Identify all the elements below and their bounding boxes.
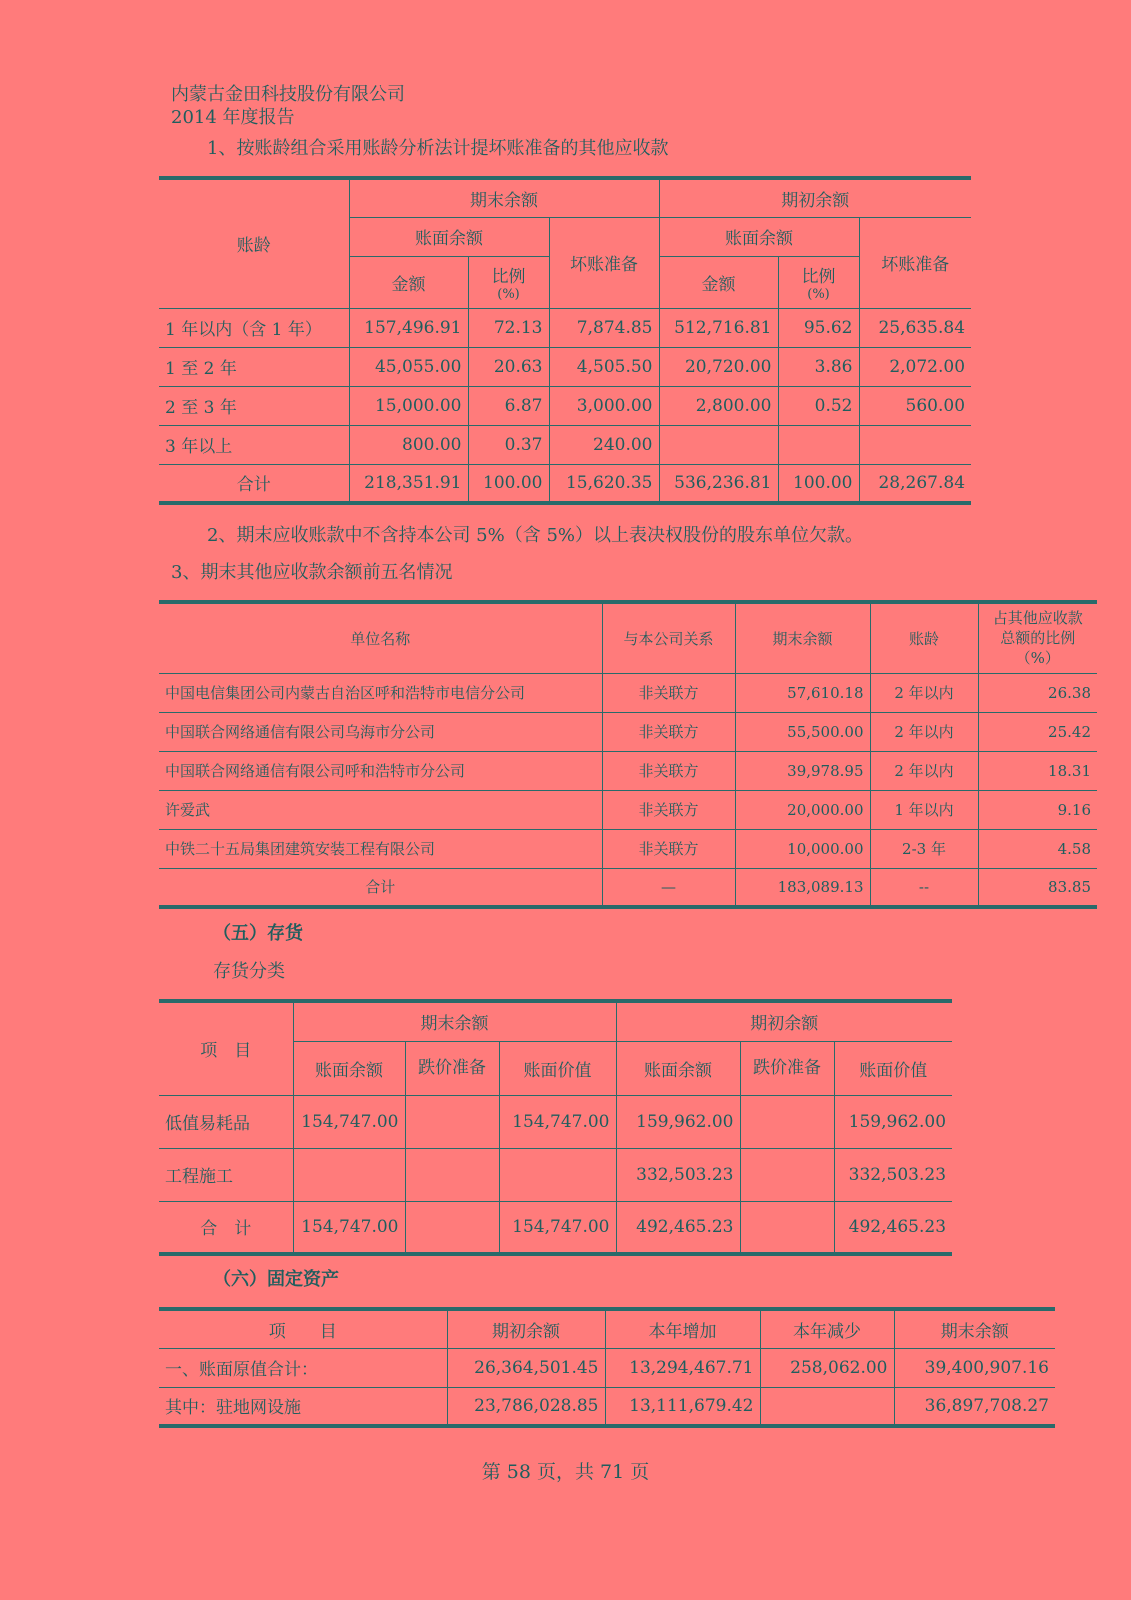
inventory-table [159,999,952,1256]
col-begin-balance: 期初余额 [659,178,971,217]
aging-table [159,176,971,505]
col-begin-amount: 金额 [659,256,778,308]
col-end-balance: 期末余额 [894,1309,1055,1348]
col-end-book: 账面余额 [349,217,549,256]
col-item: 项 目 [159,1309,447,1348]
col-ratio: 占其他应收款总额的比例（%） [978,602,1097,673]
col-begin-balance: 期初余额 [447,1309,605,1348]
col-end-bad: 坏账准备 [549,217,659,308]
col-begin-balance: 期初余额 [616,1001,952,1041]
table-row: 中铁二十五局集团建筑安装工程有限公司 非关联方 10,000.00 2-3 年 4.58 [159,829,1097,868]
table-row-total: 合计 218,351.91 100.00 15,620.35 536,236.81 100.00 28,267.84 [159,464,971,503]
col-begin-ratio: 比例 (%) [778,256,859,308]
col-end-amount: 金额 [349,256,468,308]
col-age: 账龄 [870,602,978,673]
table-row-total: 合计 — 183,089.13 -- 83.85 [159,868,1097,907]
note-2: 2、期末应收账款中不含持本公司 5%（含 5%）以上表决权股份的股东单位欠款。 [207,525,864,546]
section5-subtitle: 存货分类 [213,961,285,982]
table-row: 3 年以上 800.00 0.37 240.00 [159,425,971,464]
report-title: 2014 年度报告 [171,107,295,128]
top-five-table [159,600,1097,909]
col-end-ratio: 比例 (%) [468,256,549,308]
col-end-drop: 跌价准备 [405,1041,499,1095]
col-increase: 本年增加 [605,1309,760,1348]
col-begin-value: 账面价值 [834,1041,952,1095]
col-age: 账龄 [159,178,349,308]
col-relation: 与本公司关系 [602,602,735,673]
table-row: 工程施工 332,503.23 332,503.23 [159,1148,952,1201]
section5-title: （五）存货 [213,923,303,944]
company-name: 内蒙古金田科技股份有限公司 [171,84,405,105]
section6-title: （六）固定资产 [213,1269,339,1290]
section3-title: 3、期末其他应收款余额前五名情况 [171,562,453,583]
table-row: 低值易耗品 154,747.00 154,747.00 159,962.00 159,962.00 [159,1095,952,1148]
col-begin-book: 账面余额 [616,1041,740,1095]
table-row: 1 年以内（含 1 年） 157,496.91 72.13 7,874.85 512,716.81 95.62 25,635.84 [159,308,971,347]
table-row: 其中：驻地网设施 23,786,028.85 13,111,679.42 36,897,708.27 [159,1387,1055,1426]
section1-title: 1、按账龄组合采用账龄分析法计提坏账准备的其他应收款 [207,138,669,159]
table-row: 中国电信集团公司内蒙古自治区呼和浩特市电信分公司 非关联方 57,610.18 2 年以内 26.38 [159,673,1097,712]
table-row: 中国联合网络通信有限公司乌海市分公司 非关联方 55,500.00 2 年以内 25.42 [159,712,1097,751]
col-end-balance: 期末余额 [293,1001,616,1041]
table-row: 许爱武 非关联方 20,000.00 1 年以内 9.16 [159,790,1097,829]
col-begin-drop: 跌价准备 [740,1041,834,1095]
col-end-balance: 期末余额 [735,602,870,673]
col-item: 项 目 [159,1001,293,1095]
table-row: 1 至 2 年 45,055.00 20.63 4,505.50 20,720.00 3.86 2,072.00 [159,347,971,386]
col-unit-name: 单位名称 [159,602,602,673]
table-row: 一、账面原值合计： 26,364,501.45 13,294,467.71 258,062.00 39,400,907.16 [159,1348,1055,1387]
col-decrease: 本年减少 [760,1309,894,1348]
table-row: 2 至 3 年 15,000.00 6.87 3,000.00 2,800.00 0.52 560.00 [159,386,971,425]
page-number: 第 58 页，共 71 页 [481,1461,650,1483]
col-end-value: 账面价值 [499,1041,616,1095]
col-begin-book: 账面余额 [659,217,859,256]
col-end-balance: 期末余额 [349,178,659,217]
fixed-assets-table [159,1307,1055,1428]
col-end-book: 账面余额 [293,1041,405,1095]
col-begin-bad: 坏账准备 [859,217,971,308]
table-row: 中国联合网络通信有限公司呼和浩特市分公司 非关联方 39,978.95 2 年以内 18.31 [159,751,1097,790]
table-row-total: 合 计 154,747.00 154,747.00 492,465.23 492,465.23 [159,1201,952,1254]
